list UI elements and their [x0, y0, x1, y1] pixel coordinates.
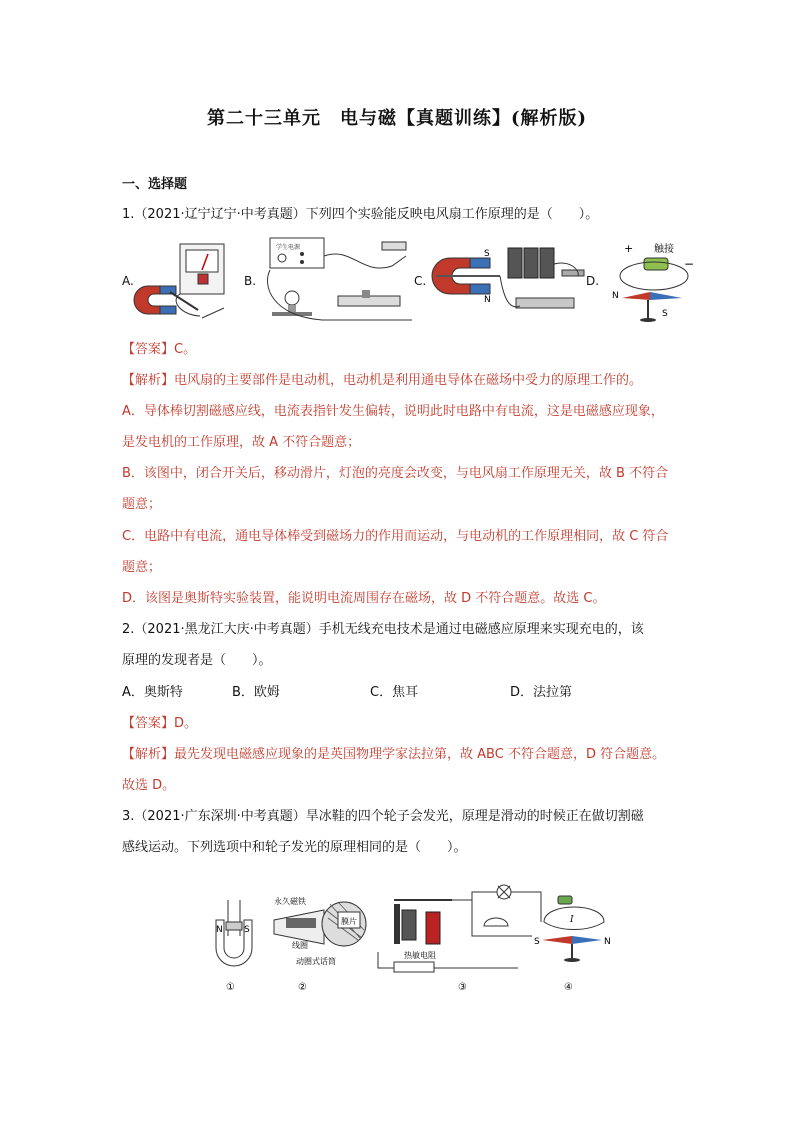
q1-analysis-c1: C．电路中有电流，通电导体棒受到磁场力的作用而运动，与电动机的工作原理相同，故 C 符合 [122, 529, 669, 544]
mic-label: 动圈式话筒 [296, 957, 336, 966]
q1-option-c-label: C. [414, 274, 427, 288]
minus-sign: − [684, 257, 695, 271]
coil-label: 线圈 [292, 941, 308, 950]
q2-option-c: C．焦耳 [370, 685, 419, 700]
q2-analysis [122, 745, 665, 765]
answer-value: D。 [174, 716, 198, 731]
q1-stem [122, 205, 598, 225]
touch-label: 触接 [654, 244, 674, 255]
answer-tag: 【答案】 [122, 342, 175, 357]
q1-analysis-a2: 是发电机的工作原理，故 A 不符合题意； [122, 435, 361, 450]
thermistor-label: 热敏电阻 [404, 951, 436, 960]
q3-needle-s: S [534, 937, 540, 947]
q3-label-1: ① [226, 982, 235, 993]
analysis-tag: 【解析】 [122, 747, 175, 762]
q2-stem-line1: 2.（2021·黑龙江大庆·中考真题）手机无线充电技术是通过电磁感应原理来实现充电的，该 [122, 622, 644, 637]
needle-s-label: S [662, 309, 668, 319]
q2-option-a: A．奥斯特 [122, 685, 183, 700]
q1-figure-d [604, 240, 704, 324]
q1-analysis-b1: B．该图中，闭合开关后，移动滑片，灯泡的亮度会改变，与电风扇工作原理无关，故 B 不符合 [122, 466, 669, 481]
magnet-label: 永久磁铁 [274, 897, 306, 906]
q3-stem-line2: 感线运动。下列选项中和轮子发光的原理相同的是（ ）。 [122, 840, 467, 855]
q3-figures [208, 882, 611, 994]
q3-figure-1 [216, 900, 252, 993]
q3-figure-2 [274, 896, 366, 993]
q1-analysis-b2: 题意； [122, 497, 162, 512]
q3-label-3: ③ [458, 982, 467, 993]
pole-n-label: N [484, 295, 491, 305]
answer-tag: 【答案】 [122, 716, 175, 731]
analysis-text: 最先发现电磁感应现象的是英国物理学家法拉第，故 ABC 不符合题意，D 符合题意。 [174, 747, 666, 762]
q1-option-b-label: B. [244, 274, 257, 288]
q3-pole-s: S [244, 925, 250, 935]
q2-option-b: B．欧姆 [232, 685, 280, 700]
q3-label-4: ④ [564, 982, 573, 993]
q2-answer [122, 714, 197, 734]
q1-stem-text: 1.（2021·辽宁辽宁·中考真题）下列四个实验能反映电风扇工作原理的是（ ）。 [122, 207, 599, 222]
q2-option-d: D．法拉第 [510, 685, 573, 700]
q3-needle-n: N [604, 937, 611, 947]
q1-answer [122, 340, 196, 360]
q1-figure-b [262, 236, 412, 322]
q1-figure-c [430, 240, 590, 322]
power-supply-label: 学生电源 [276, 244, 301, 251]
q1-analysis-c2: 题意； [122, 560, 162, 575]
q3-stem-line1: 3.（2021·广东深圳·中考真题）旱冰鞋的四个轮子会发光，原理是滑动的时候正在做切割磁 [122, 809, 644, 824]
q1-analysis-d1: D．该图是奥斯特实验装置，能说明电流周围存在磁场，故 D 不符合题意。故选 C。 [122, 591, 606, 606]
q1-option-a-label: A. [122, 274, 134, 288]
analysis-text: 电风扇的主要部件是电动机，电动机是利用通电导体在磁场中受力的原理工作的。 [174, 373, 643, 388]
q1-analysis-a1: A．导体棒切割磁感应线，电流表指针发生偏转，说明此时电路中有电流，这是电磁感应现象， [122, 404, 664, 419]
q1-figure-a [140, 240, 230, 322]
needle-n-label: N [612, 291, 619, 301]
membrane-label: 膜片 [341, 917, 357, 926]
q3-pole-n: N [216, 925, 223, 935]
q2-conclusion: 故选 D。 [122, 778, 176, 793]
pole-s-label: S [484, 249, 490, 259]
analysis-tag: 【解析】 [122, 373, 175, 388]
q1-option-d-label: D. [586, 274, 600, 288]
q1-analysis [122, 371, 642, 391]
q2-stem-line2: 原理的发现者是（ ）。 [122, 653, 272, 668]
section-heading: 一、选择题 [122, 177, 188, 192]
plus-sign: + [624, 242, 634, 255]
answer-value: C。 [174, 342, 197, 357]
q3-label-2: ② [298, 982, 307, 993]
q3-figure-3 [378, 885, 541, 993]
page-title: 第二十三单元 电与磁【真题训练】(解析版) [206, 108, 588, 129]
q3-figure-4 [534, 896, 611, 993]
current-label: I [570, 915, 574, 925]
